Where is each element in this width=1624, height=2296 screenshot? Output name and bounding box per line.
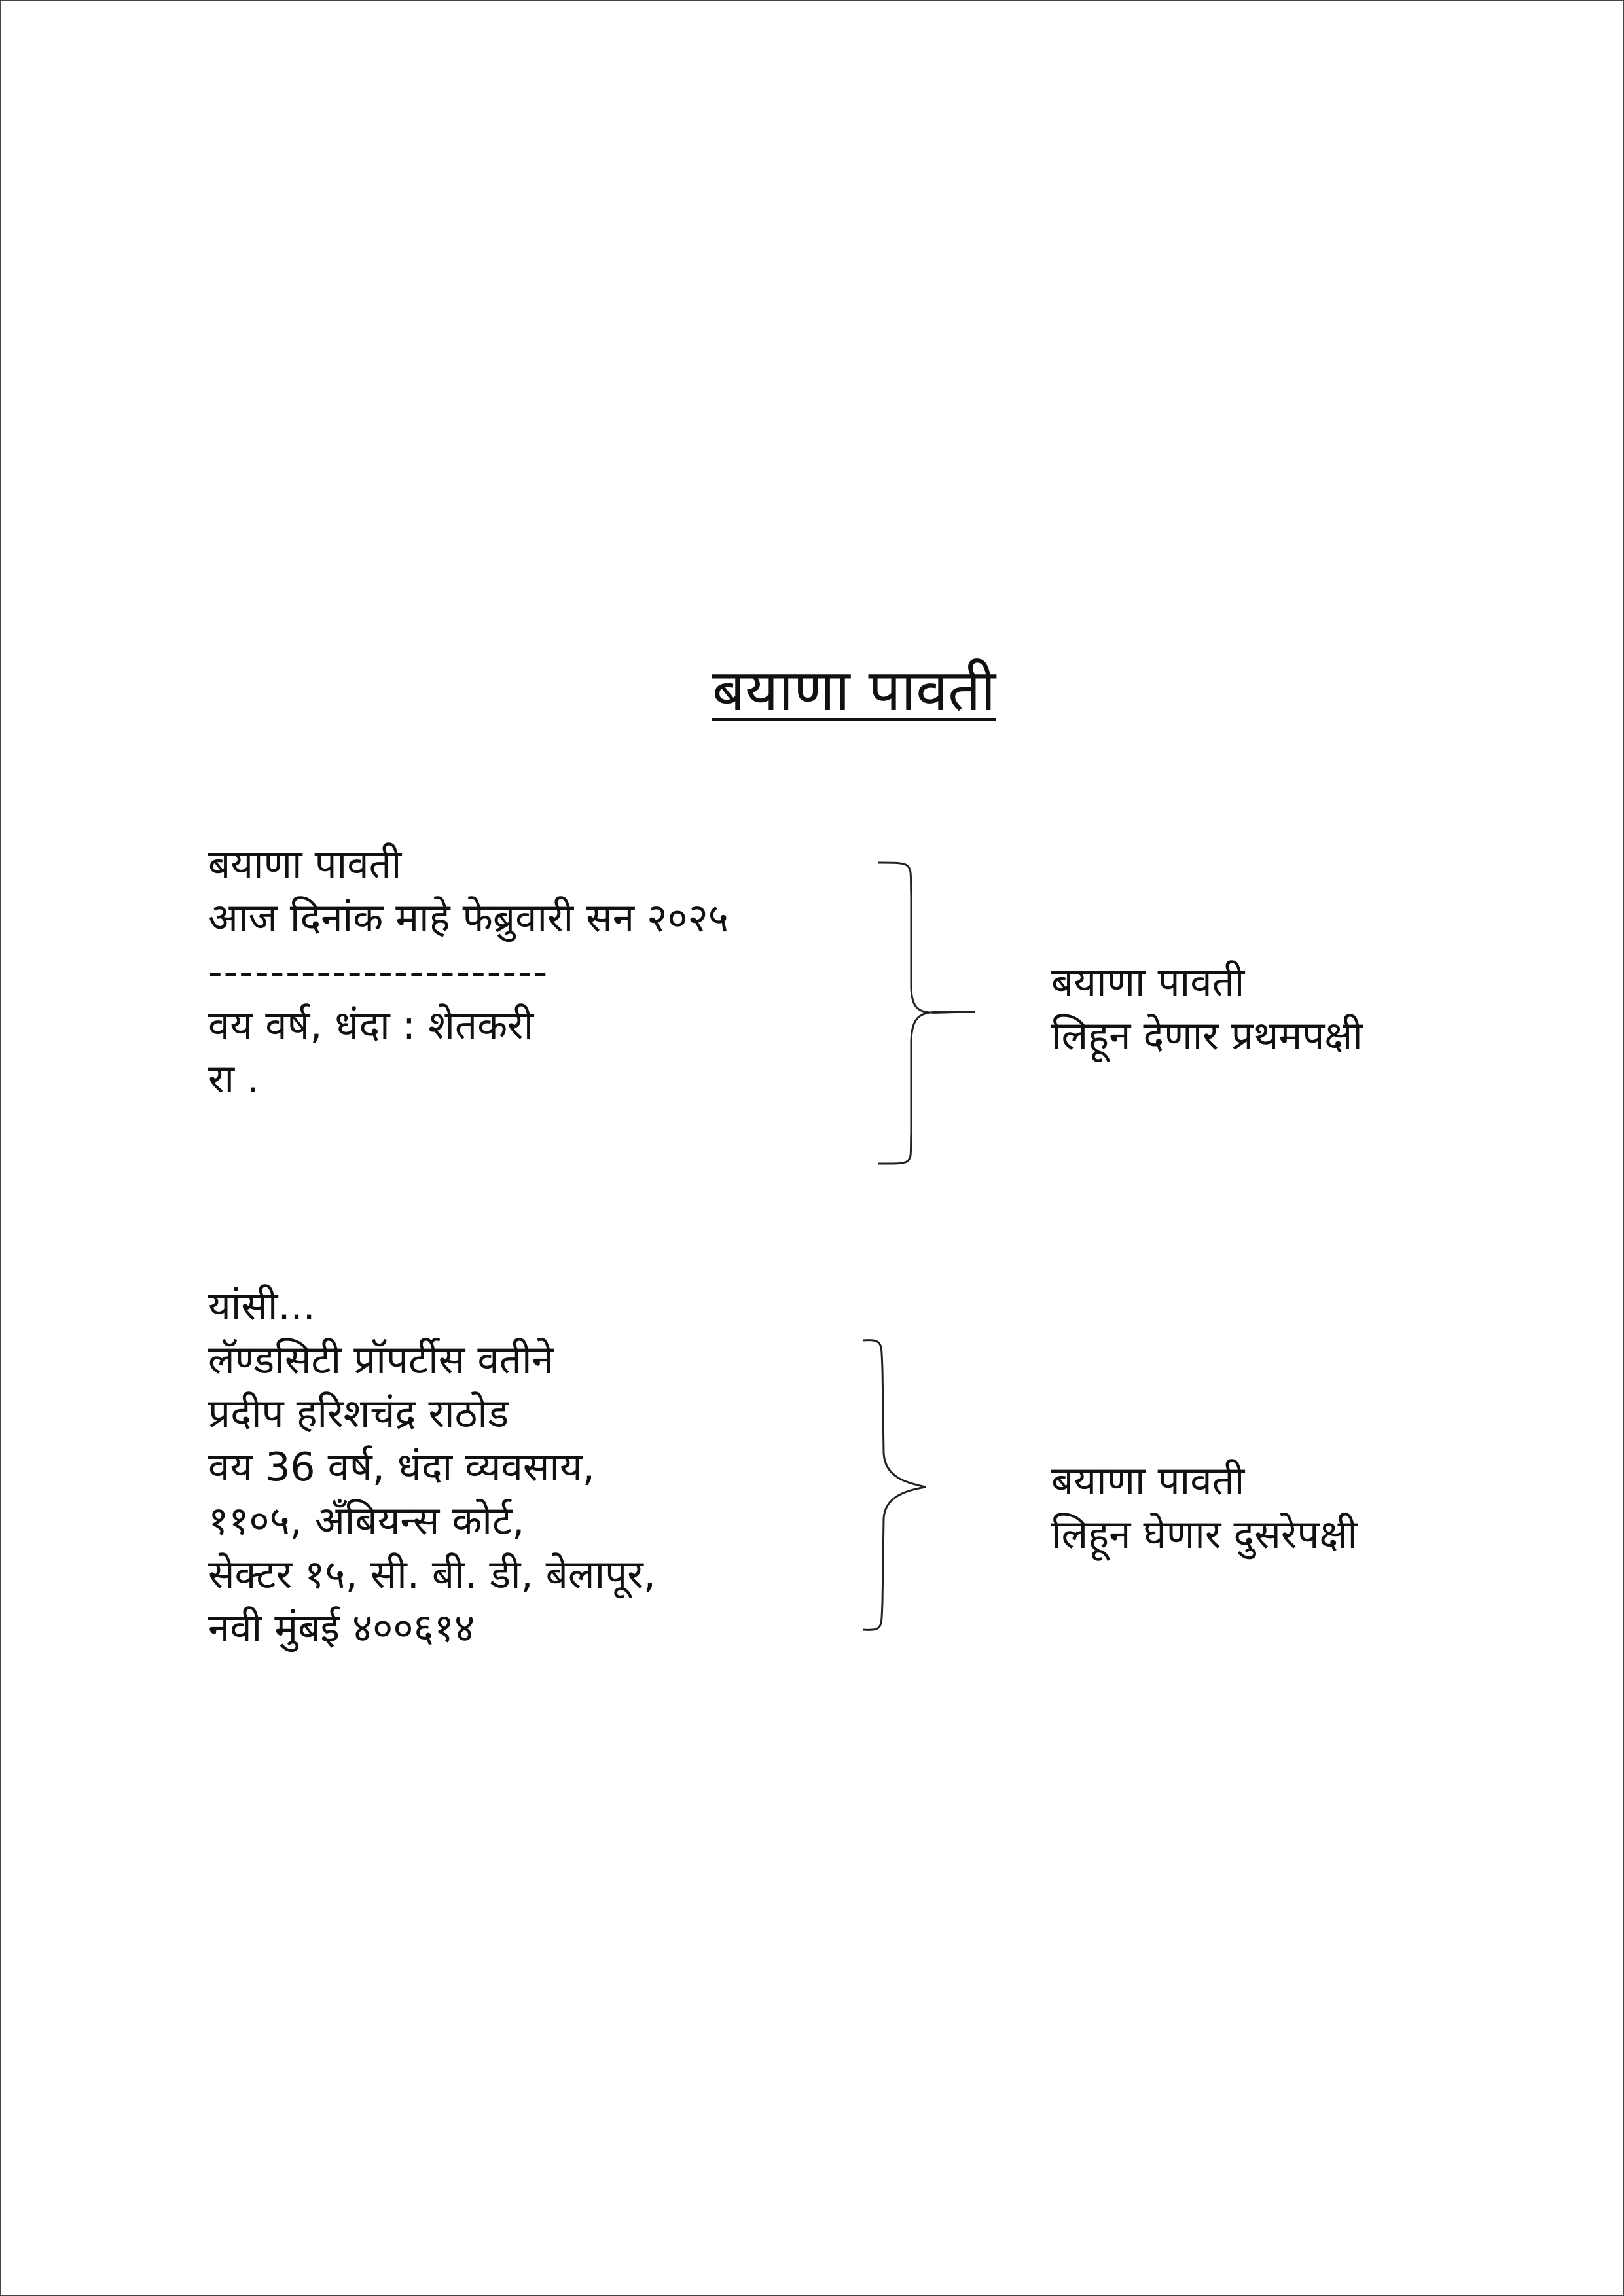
second-party-details [208, 1280, 656, 1655]
first-party-line-age-occupation: वय वर्ष, धंदा : शेतकरी [208, 1003, 534, 1049]
first-party-role [1051, 956, 1363, 1063]
first-party-role-heading: बयाणा पावती [1051, 960, 1245, 1005]
second-party-line-address-3: नवी मुंबई ४००६१४ [208, 1605, 475, 1651]
second-party-line-name: प्रदीप हरिशचंद्र राठोड [208, 1391, 509, 1437]
second-party-line-address-1: ११०५, अँबियन्स कोर्ट, [208, 1498, 525, 1544]
document-title: बयाणा पावती [712, 656, 996, 724]
second-party-line-to: यांसी... [208, 1283, 316, 1329]
first-party-line-residence: रा . [208, 1056, 260, 1102]
first-party-role-label: लिहून देणार प्रथमपक्षी [1051, 1013, 1363, 1059]
first-party-brace [871, 857, 988, 1172]
second-party-brace-path [863, 1340, 926, 1630]
first-party-line-date: आज दिनांक माहे फेब्रुवारी सन २०२५ [208, 895, 729, 941]
second-party-role-heading: बयाणा पावती [1051, 1458, 1245, 1504]
first-party-line-heading: बयाणा पावती [208, 842, 402, 888]
second-party-line-address-2: सेक्टर १५, सी. बी. डी, बेलापूर, [208, 1552, 656, 1598]
second-party-line-company: लॅण्डसिटी प्रॉपर्टीस वतीने [208, 1337, 554, 1383]
first-party-line-name-blank: ---------------------- [208, 949, 549, 995]
first-party-brace-path [878, 863, 975, 1164]
second-party-role-label: लिहून घेणार दुसरेपक्षी [1051, 1512, 1358, 1558]
second-party-role [1051, 1454, 1358, 1562]
second-party-brace [857, 1335, 962, 1636]
first-party-details [208, 838, 729, 1106]
second-party-line-age-occupation: वय 36 वर्ष, धंदा व्यवसाय, [208, 1444, 595, 1490]
